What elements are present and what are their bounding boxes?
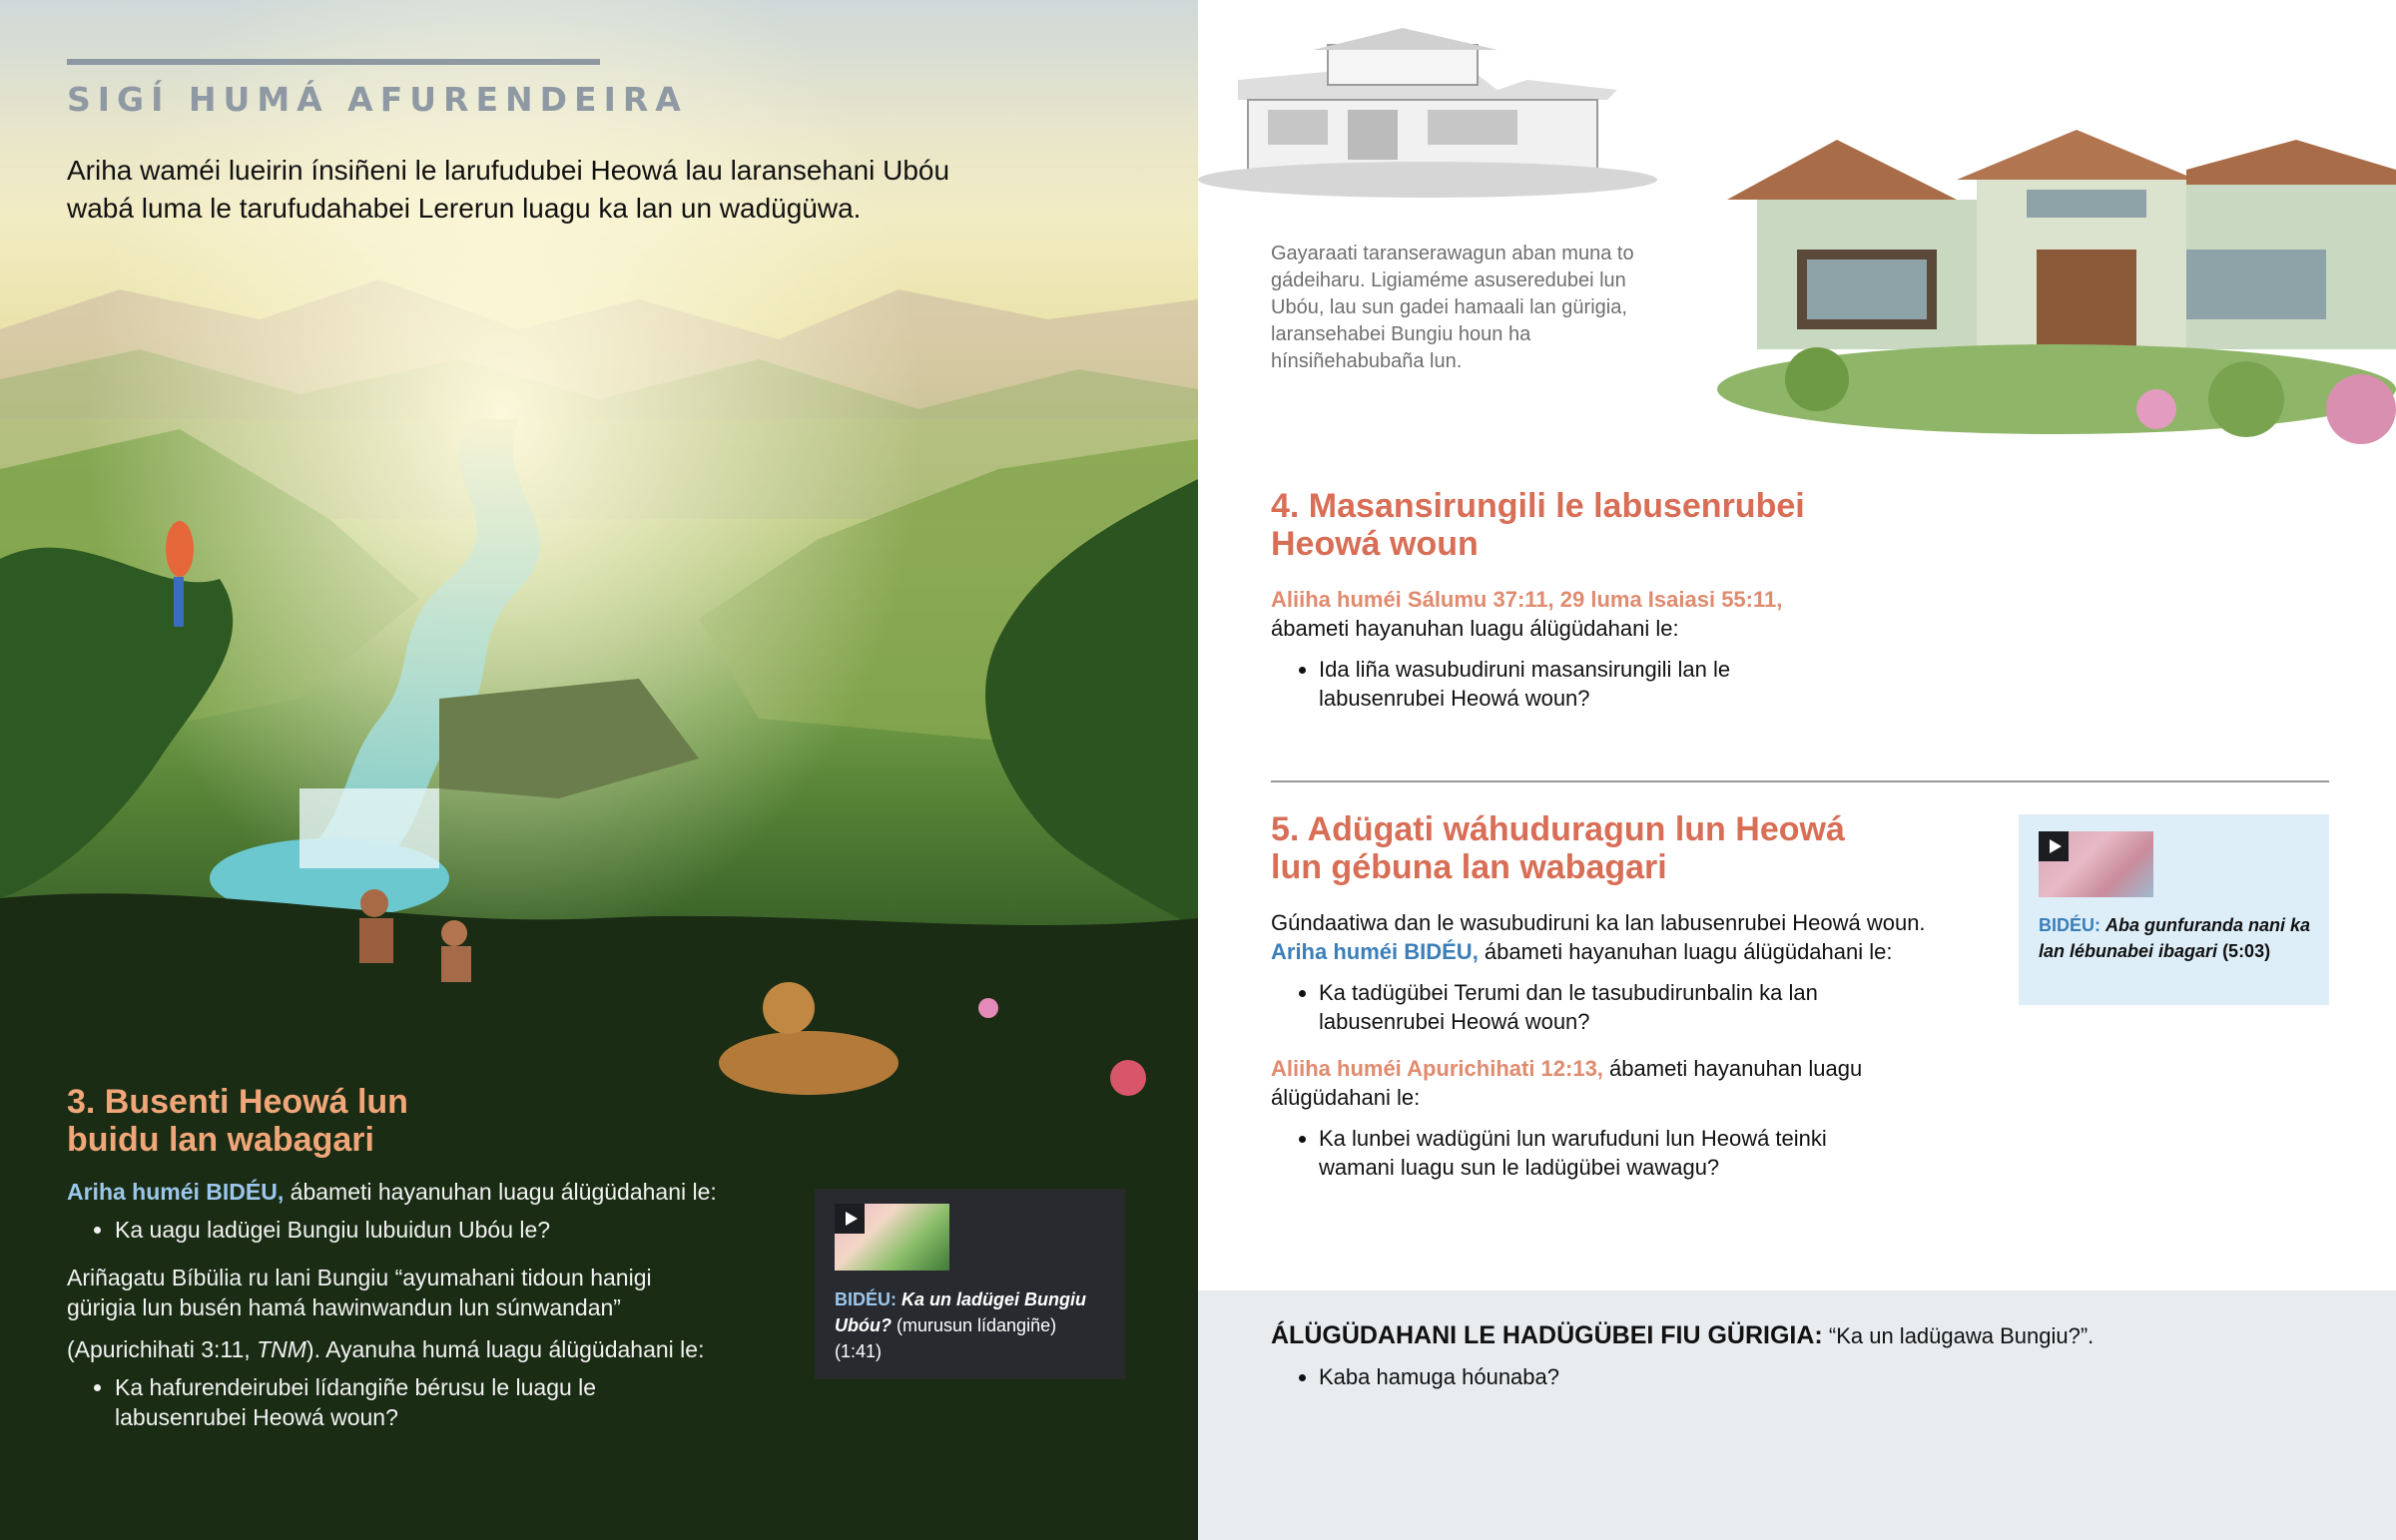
section-3-para2 [67, 1334, 766, 1364]
footer-question [1271, 1320, 2094, 1351]
eyebrow-rule [67, 59, 600, 65]
question-item: • Ida liña wasubudiruni masansirungili lan le labusenrubei Heowá woun? [1319, 655, 1798, 713]
video-label: BIDÉU: [2039, 915, 2100, 935]
para2-italic: TNM [257, 1336, 306, 1362]
section-5-heading [1271, 810, 1990, 886]
section-4-heading-line2: Heowá woun [1271, 525, 1479, 563]
question-item: • Ka tadügübei Terumi dan le tasubudirunbalin ka lan labusenrubei Heowá woun? [1319, 978, 1878, 1036]
video-label: BIDÉU: [835, 1289, 897, 1309]
section-4-ref [1271, 585, 2030, 643]
section-3-lead-text: ábameti hayanuhan luagu álügüdahani le: [284, 1179, 717, 1205]
footer-band [1198, 1290, 2396, 1540]
video-title: Aba gunfuranda nani ka lan lébunabei ibagari [2039, 915, 2311, 961]
para2-suffix: ). Ayanuha humá luagu álügüdahani le: [305, 1336, 705, 1362]
section-4-heading [1271, 487, 2030, 563]
section-5-lead-text: ábameti hayanuhan luagu álügüdahani le: [1478, 939, 1893, 964]
video-card[interactable] [2019, 814, 2329, 1005]
question-item: • Ka lunbei wadügüni lun warufuduni lun Heowá teinki wamani luagu sun le ladügübei wawagu? [1319, 1124, 1898, 1182]
section-5-ref-text: ábameti hayanuhan luagu álügüdahani le: [1271, 1056, 1863, 1110]
illustration-caption: Gayaraati taranserawagun aban muna to gádeiharu. Ligiaméme asuseredubei lun Ubóu, lau sun gadei hamaali lan gürigia, laransehabei Bungiu houn ha hínsiñehabubaña lun. [1271, 243, 1634, 372]
section-3-lead [67, 1177, 766, 1207]
section-5-ref [1271, 1054, 1890, 1112]
section-4-lead: ábameti hayanuhan luagu álügüdahani le: [1271, 616, 1679, 641]
section-4-questions [1271, 655, 1798, 713]
video-caption [835, 1286, 1104, 1364]
video-thumbnail[interactable] [2039, 831, 2153, 897]
question-item: • Kaba hamuga hóunaba? [1319, 1362, 1559, 1392]
eyebrow-title: SIGÍ HUMÁ AFURENDEIRA [67, 80, 688, 119]
video-card[interactable] [815, 1189, 1125, 1379]
question-item: • Ka uagu ladügei Bungiu lubuidun Ubóu le? [115, 1215, 766, 1245]
video-caption [2039, 912, 2318, 964]
footer-questions [1271, 1362, 1559, 1392]
scripture-ref-link[interactable]: Aliiha huméi Apurichihati 12:13, [1271, 1056, 1603, 1081]
section-3-questions-1 [67, 1215, 766, 1245]
video-thumbnail[interactable] [835, 1204, 949, 1271]
section-5-para1: Gúndaatiwa dan le wasubudiruni ka lan labusenrubei Heowá woun. [1271, 910, 1926, 935]
right-page [1198, 0, 2396, 1540]
watch-video-link[interactable]: Ariha huméi BIDÉU, [1271, 939, 1479, 964]
scripture-ref-link[interactable]: Aliiha huméi Sálumu 37:11, 29 luma Isaiasi 55:11, [1271, 587, 1783, 612]
footer-question-text: “Ka un ladügawa Bungiu?”. [1822, 1323, 2095, 1348]
section-3-questions-2 [67, 1372, 674, 1432]
section-3 [67, 1083, 766, 1450]
house-illustration [1198, 0, 2396, 469]
video-extra: (5:03) [2222, 941, 2271, 961]
section-5 [1271, 810, 1990, 1200]
section-divider [1271, 780, 2329, 782]
play-icon[interactable] [835, 1204, 865, 1234]
para2-prefix: (Apurichihati 3:11, [67, 1336, 258, 1362]
video-extra: (murusun lídangiñe) (1:41) [835, 1315, 1057, 1361]
section-5-heading-line1: 5. Adügati wáhuduragun lun Heowá [1271, 810, 1845, 848]
section-5-questions-1 [1271, 978, 1878, 1036]
intro-text: Ariha waméi lueirin ínsiñeni le larufudubei Heowá lau laransehani Ubóu wabá luma le tarufudahabei Lererun luagu ka lan un wadügüwa. [67, 155, 950, 224]
footer-label: ÁLÜGÜDAHANI LE HADÜGÜBEI FIU GÜRIGIA: [1271, 1321, 1823, 1349]
section-3-heading-line2: buidu lan wabagari [67, 1121, 374, 1159]
question-item: • Ka hafurendeirubei lídangiñe bérusu le luagu le labusenrubei Heowá woun? [115, 1372, 674, 1432]
section-3-heading-line1: 3. Busenti Heowá lun [67, 1083, 408, 1121]
section-4-heading-line1: 4. Masansirungili le labusenrubei [1271, 487, 1805, 525]
section-5-questions-2 [1271, 1124, 1898, 1182]
video-title: Ka un ladügei Bungiu Ubóu? [835, 1289, 1087, 1335]
section-3-para1: Ariñagatu Bíbülia ru lani Bungiu “ayumahani tidoun hanigi gürigia lun busén hamá hawinwandun lun súnwandan” [67, 1265, 652, 1320]
section-5-heading-line2: lun gébuna lan wabagari [1271, 848, 1667, 886]
watch-video-link[interactable]: Ariha huméi BIDÉU, [67, 1179, 285, 1205]
section-3-heading [67, 1083, 766, 1159]
section-5-lead [1271, 937, 1990, 966]
play-icon[interactable] [2039, 831, 2069, 861]
section-4 [1271, 487, 2030, 731]
